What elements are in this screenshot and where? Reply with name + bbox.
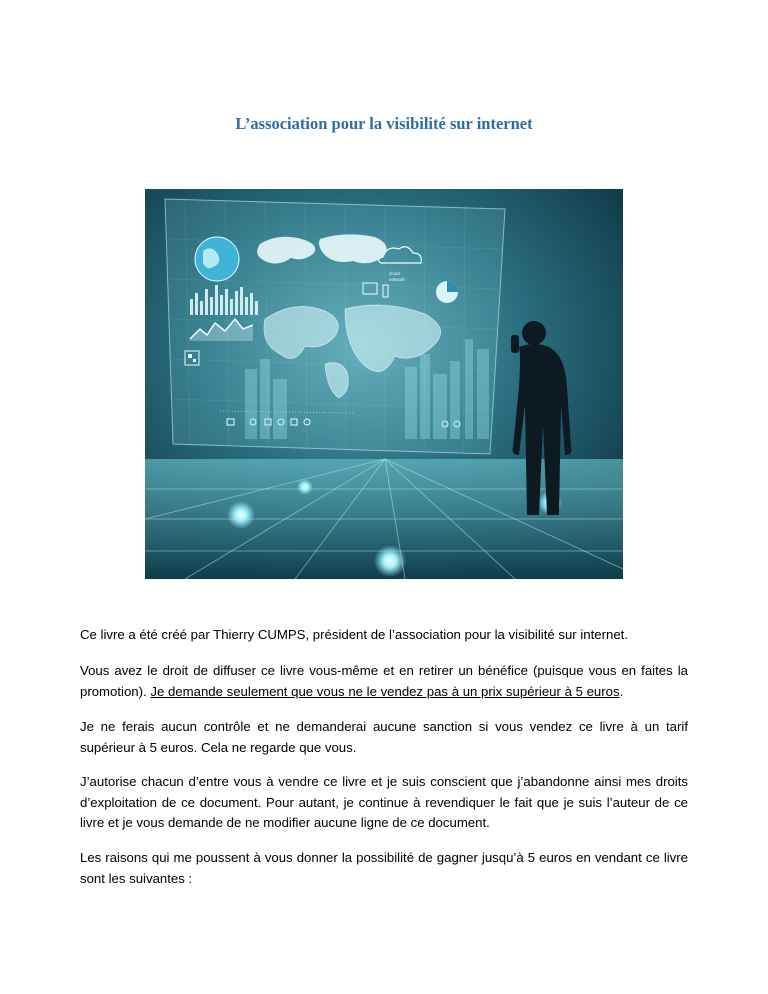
paragraph-4: J’autorise chacun d’entre vous à vendre ce livre et je suis conscient que j’abandonne ainsi mes droits d’exploitation de ce document. Pour autant, je continue à revendiquer le fait que je suis l’auteur de ce livre et je vous demande de ne modifier aucune ligne de ce document. xyxy=(80,774,688,830)
illustration-label-cloud: cloud xyxy=(389,271,400,276)
paragraph-5: Les raisons qui me poussent à vous donner la possibilité de gagner jusqu’à 5 euros en vendant ce livre sont les suivantes : xyxy=(80,850,688,886)
paragraph-1: Ce livre a été créé par Thierry CUMPS, président de l’association pour la visibilité sur internet. xyxy=(80,627,629,642)
illustration-label-network: network xyxy=(389,277,405,282)
document-title: L’association pour la visibilité sur internet xyxy=(235,114,533,133)
cover-illustration xyxy=(145,189,623,579)
paragraph-2 xyxy=(80,661,688,702)
paragraph-2-end: . xyxy=(619,683,624,699)
paragraph-3: Je ne ferais aucun contrôle et ne demanderai aucune sanction si vous vendez ce livre à un tarif supérieur à 5 euros. Cela ne regarde que vous. xyxy=(80,719,688,755)
paragraph-2-underlined-text: Je demande seulement que vous ne le vendez pas à un prix supérieur à 5 euros xyxy=(150,683,620,699)
paragraph-2-text: Vous avez le droit de diffuser ce livre vous-même et en retirer un bénéfice (puisque vous en faites la promotion). xyxy=(80,663,688,699)
